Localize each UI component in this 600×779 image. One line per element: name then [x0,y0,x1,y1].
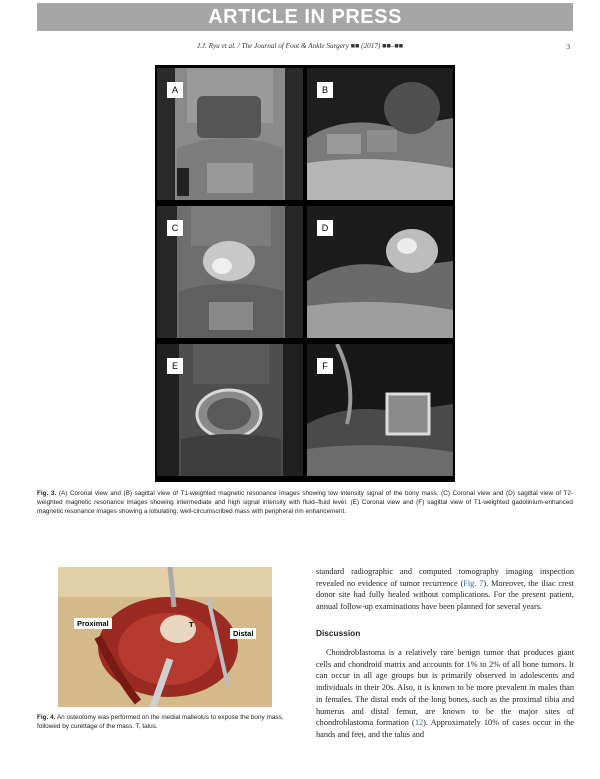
figure-4-caption-text: An osteotomy was performed on the medial malleolus to expose the bony mass, followed by curettage of the mass. T, talus. [37,714,284,730]
mri-panel-f [307,344,453,476]
figure-3-caption [37,490,573,516]
proximal-label: Proximal [74,618,112,629]
panel-label-b: B [317,82,333,98]
para2-text-a: Chondroblastoma is a relatively rare benign tumor that produces giant cells and chondroid matrix and accounts for 1% to 2% of all bone tumors. It can occur in all age groups but is primarily observed in adolescents and individuals in their 20s. Also, it is known to be more prevalent in males than in females. The distal ends of the long bones, such as the proximal tibia and humerus and distal femur, are known to be the major sites of chondroblastoma formation ( [316,648,574,728]
figure-4-caption [37,714,287,732]
para1-text-a: standard radiographic and computed tomography imaging inspection revealed no evidence of tumor recurrence ( [316,567,574,588]
panel-label-f: F [317,358,333,374]
panel-label-a: A [167,82,183,98]
figure-3-caption-label: Fig. 3. [37,490,57,497]
body-paragraph-1 [316,566,574,613]
talus-label: T [189,620,194,629]
figure-3-caption-text: (A) Coronal view and (B) sagittal view of T1-weighted magnetic resonance images showing low intensity signal of the bony mass. (C) Coronal view and (D) sagittal view of T2-weighted magnetic resonance images showing intermediate and high signal intensity with fluid–fluid level. (E) Coronal view and (F) sagittal view of T1-weighted gadolinium-enhanced magnetic resonance images showing a lobulating, well-circumscribed mass with peripheral rim enhancement. [37,490,574,515]
running-head: J.J. Ryu et al. / The Journal of Foot & Ankle Surgery ■■ (2017) ■■–■■ [196,42,404,50]
mri-panel-b [307,68,453,200]
figure-4-surgery-photo [58,567,272,707]
mri-panel-a [157,68,303,200]
panel-label-d: D [317,220,333,236]
discussion-heading: Discussion [316,628,361,638]
body-paragraph-2 [316,647,574,741]
page-number: 3 [566,42,570,51]
panel-label-e: E [167,358,183,374]
figure-3-mri-grid [155,65,455,482]
para2-text-b: ). Approximately 10% of cases occur in the hands and feet, and the talus and [316,718,574,739]
distal-label: Distal [230,628,256,639]
figure-4-caption-label: Fig. 4. [37,714,56,721]
fig-7-link[interactable]: Fig. 7 [463,578,484,588]
panel-label-c: C [167,220,183,236]
mri-panel-c [157,206,303,338]
mri-panel-e [157,344,303,476]
ref-12-link[interactable]: 12 [414,718,424,728]
para1-text-b: ). Moreover, the iliac crest donor site had fully healed without complications. For the present patient, annual follow-up examinations have been planned for several years. [316,578,574,612]
mri-panel-d [307,206,453,338]
article-in-press-banner: ARTICLE IN PRESS [37,3,573,31]
